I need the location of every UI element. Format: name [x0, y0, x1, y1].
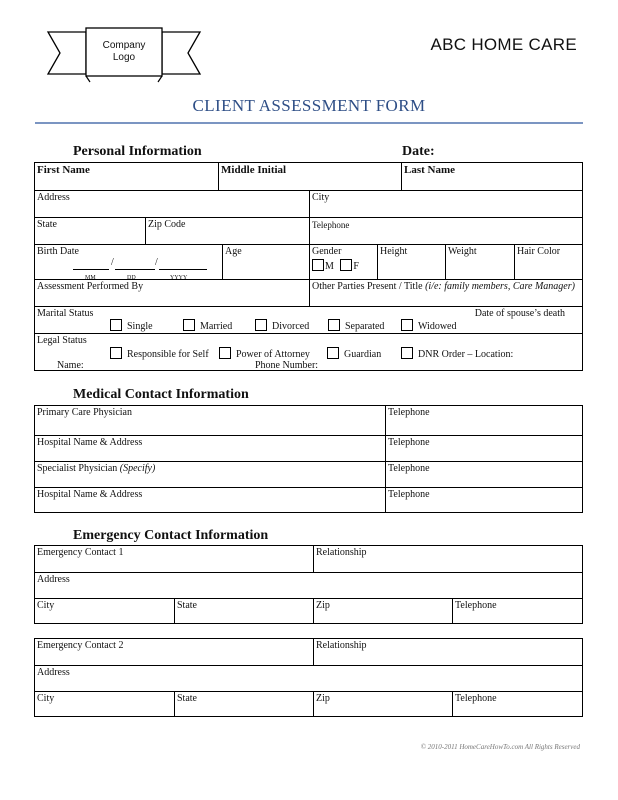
gender-f-label: F	[353, 261, 359, 272]
emergency-2-zip-field[interactable]	[313, 691, 452, 717]
primary-care-physician-field[interactable]	[35, 406, 385, 435]
emergency-1-telephone-field[interactable]	[452, 598, 583, 624]
hospital-2-telephone-field[interactable]	[385, 487, 583, 513]
city-label: City	[312, 192, 330, 203]
other-parties-note: (i/e: family members, Care Manager)	[425, 281, 575, 292]
middle-initial-label: Middle Initial	[221, 164, 287, 176]
marital-status-label: Marital Status	[37, 308, 94, 319]
hospital-1-telephone-field[interactable]	[385, 435, 583, 461]
legal-guardian-checkbox[interactable]	[327, 347, 339, 359]
emergency-contact-1-label: Emergency Contact 1	[37, 547, 124, 558]
emergency-1-address-field[interactable]	[35, 572, 583, 598]
telephone-field[interactable]	[309, 217, 583, 244]
marital-separated-label: Separated	[345, 321, 385, 332]
logo-line-1: Company	[102, 40, 146, 51]
first-name-field[interactable]	[35, 163, 218, 190]
legal-name-label: Name:	[57, 360, 84, 371]
company-logo	[46, 26, 202, 84]
gender-m-checkbox[interactable]	[312, 259, 324, 271]
height-field[interactable]	[377, 244, 445, 279]
emergency-contact-1-field[interactable]	[35, 546, 313, 572]
gender-field	[309, 244, 377, 279]
legal-status-row	[35, 333, 583, 371]
marital-widowed-label: Widowed	[418, 321, 457, 332]
emergency-1-relationship-field[interactable]	[313, 546, 583, 572]
company-name: ABC HOME CARE	[430, 35, 577, 54]
medical-contact-table	[34, 405, 583, 513]
specialist-telephone-label: Telephone	[388, 463, 430, 474]
emergency-2-telephone-field[interactable]	[452, 691, 583, 717]
hospital-2-telephone-label: Telephone	[388, 489, 430, 500]
personal-info-heading: Personal Information	[73, 144, 202, 159]
address-field[interactable]	[35, 190, 309, 217]
primary-care-telephone-field[interactable]	[385, 406, 583, 435]
marital-single-checkbox[interactable]	[110, 319, 122, 331]
emergency-2-city-label: City	[37, 693, 55, 704]
spouse-death-label: Date of spouse’s death	[474, 308, 565, 319]
emergency-2-state-label: State	[177, 693, 197, 704]
weight-label: Weight	[448, 246, 477, 257]
age-label: Age	[225, 246, 242, 257]
first-name-label: First Name	[37, 164, 90, 176]
hair-color-field[interactable]	[514, 244, 583, 279]
specialist-specify-note: (Specify)	[119, 463, 156, 474]
assessment-by-field[interactable]	[35, 279, 309, 306]
other-parties-field[interactable]	[309, 279, 583, 306]
marital-married-checkbox[interactable]	[183, 319, 195, 331]
emergency-2-state-field[interactable]	[174, 691, 313, 717]
birth-date-field[interactable]	[35, 244, 222, 279]
gender-label: Gender	[312, 246, 342, 257]
marital-divorced-checkbox[interactable]	[255, 319, 267, 331]
gender-f-checkbox[interactable]	[340, 259, 352, 271]
age-field[interactable]	[222, 244, 309, 279]
marital-separated-checkbox[interactable]	[328, 319, 340, 331]
address-label: Address	[37, 192, 70, 203]
title-divider	[35, 122, 583, 124]
specialist-physician-label: Specialist Physician	[37, 463, 120, 474]
legal-phone-label: Phone Number:	[255, 360, 319, 371]
legal-status-label: Legal Status	[37, 335, 87, 346]
state-field[interactable]	[35, 217, 145, 244]
last-name-label: Last Name	[404, 164, 456, 176]
legal-self-label: Responsible for Self	[127, 349, 209, 360]
legal-guardian-label: Guardian	[344, 349, 382, 360]
legal-dnr-label: DNR Order – Location:	[418, 349, 514, 360]
last-name-field[interactable]	[401, 163, 583, 190]
legal-poa-label: Power of Attorney	[236, 349, 310, 360]
form-title: CLIENT ASSESSMENT FORM	[192, 96, 426, 115]
hospital-1-telephone-label: Telephone	[388, 437, 430, 448]
legal-self-checkbox[interactable]	[110, 347, 122, 359]
marital-widowed-checkbox[interactable]	[401, 319, 413, 331]
birth-month-line	[73, 259, 109, 270]
logo-placeholder-text	[86, 40, 162, 64]
emergency-2-zip-label: Zip	[316, 693, 330, 704]
emergency-2-relationship-field[interactable]	[313, 639, 583, 665]
personal-info-table	[34, 162, 583, 371]
specialist-physician-field[interactable]	[35, 461, 385, 487]
emergency-2-relationship-label: Relationship	[316, 640, 367, 651]
primary-care-telephone-label: Telephone	[388, 407, 430, 418]
assessment-by-label: Assessment Performed By	[37, 281, 144, 292]
hospital-address-1-label: Hospital Name & Address	[37, 437, 143, 448]
emergency-contact-2-label: Emergency Contact 2	[37, 640, 124, 651]
state-label: State	[37, 219, 57, 230]
emergency-2-address-field[interactable]	[35, 665, 583, 691]
gender-m-label: M	[325, 261, 334, 272]
birth-date-label: Birth Date	[37, 246, 79, 257]
emergency-1-state-field[interactable]	[174, 598, 313, 624]
primary-care-physician-label: Primary Care Physician	[37, 407, 132, 418]
hospital-address-1-field[interactable]	[35, 435, 385, 461]
emergency-2-address-label: Address	[37, 667, 70, 678]
marital-married-label: Married	[200, 321, 233, 332]
emergency-1-relationship-label: Relationship	[316, 547, 367, 558]
emergency-1-state-label: State	[177, 600, 197, 611]
date-slash-2: /	[155, 257, 158, 268]
hospital-address-2-field[interactable]	[35, 487, 385, 513]
copyright-footer: © 2010-2011 HomeCareHowTo.com All Rights Reserved	[420, 743, 580, 751]
logo-line-2: Logo	[112, 52, 136, 63]
date-label: Date:	[402, 144, 435, 159]
emergency-1-telephone-label: Telephone	[455, 600, 497, 611]
city-field[interactable]	[309, 190, 583, 217]
emergency-1-city-field[interactable]	[35, 598, 174, 624]
birth-day-line	[115, 259, 155, 270]
weight-field[interactable]	[445, 244, 514, 279]
dd-hint: DD	[127, 275, 136, 281]
marital-divorced-label: Divorced	[272, 321, 310, 332]
emergency-2-city-field[interactable]	[35, 691, 174, 717]
yyyy-hint: YYYY	[170, 275, 188, 281]
emergency-contact-2-field[interactable]	[35, 639, 313, 665]
emergency-contact-heading: Emergency Contact Information	[73, 528, 269, 543]
emergency-contact-1-table	[34, 545, 583, 624]
middle-initial-field[interactable]	[218, 163, 401, 190]
emergency-1-zip-label: Zip	[316, 600, 330, 611]
other-parties-label: Other Parties Present / Title	[312, 281, 426, 292]
emergency-2-telephone-label: Telephone	[455, 693, 497, 704]
marital-status-row	[35, 306, 583, 333]
emergency-contact-2-table	[34, 638, 583, 717]
date-slash-1: /	[111, 257, 114, 268]
hair-color-label: Hair Color	[517, 246, 561, 257]
legal-dnr-checkbox[interactable]	[401, 347, 413, 359]
emergency-1-city-label: City	[37, 600, 55, 611]
legal-poa-checkbox[interactable]	[219, 347, 231, 359]
mm-hint: MM	[85, 275, 96, 281]
hospital-address-2-label: Hospital Name & Address	[37, 489, 143, 500]
marital-single-label: Single	[127, 321, 153, 332]
medical-contact-heading: Medical Contact Information	[73, 387, 249, 402]
specialist-telephone-field[interactable]	[385, 461, 583, 487]
zip-code-label: Zip Code	[148, 219, 186, 230]
zip-code-field[interactable]	[145, 217, 309, 244]
telephone-label: Telephone	[312, 220, 350, 230]
birth-year-line	[159, 259, 207, 270]
emergency-1-zip-field[interactable]	[313, 598, 452, 624]
emergency-1-address-label: Address	[37, 574, 70, 585]
height-label: Height	[380, 246, 408, 257]
